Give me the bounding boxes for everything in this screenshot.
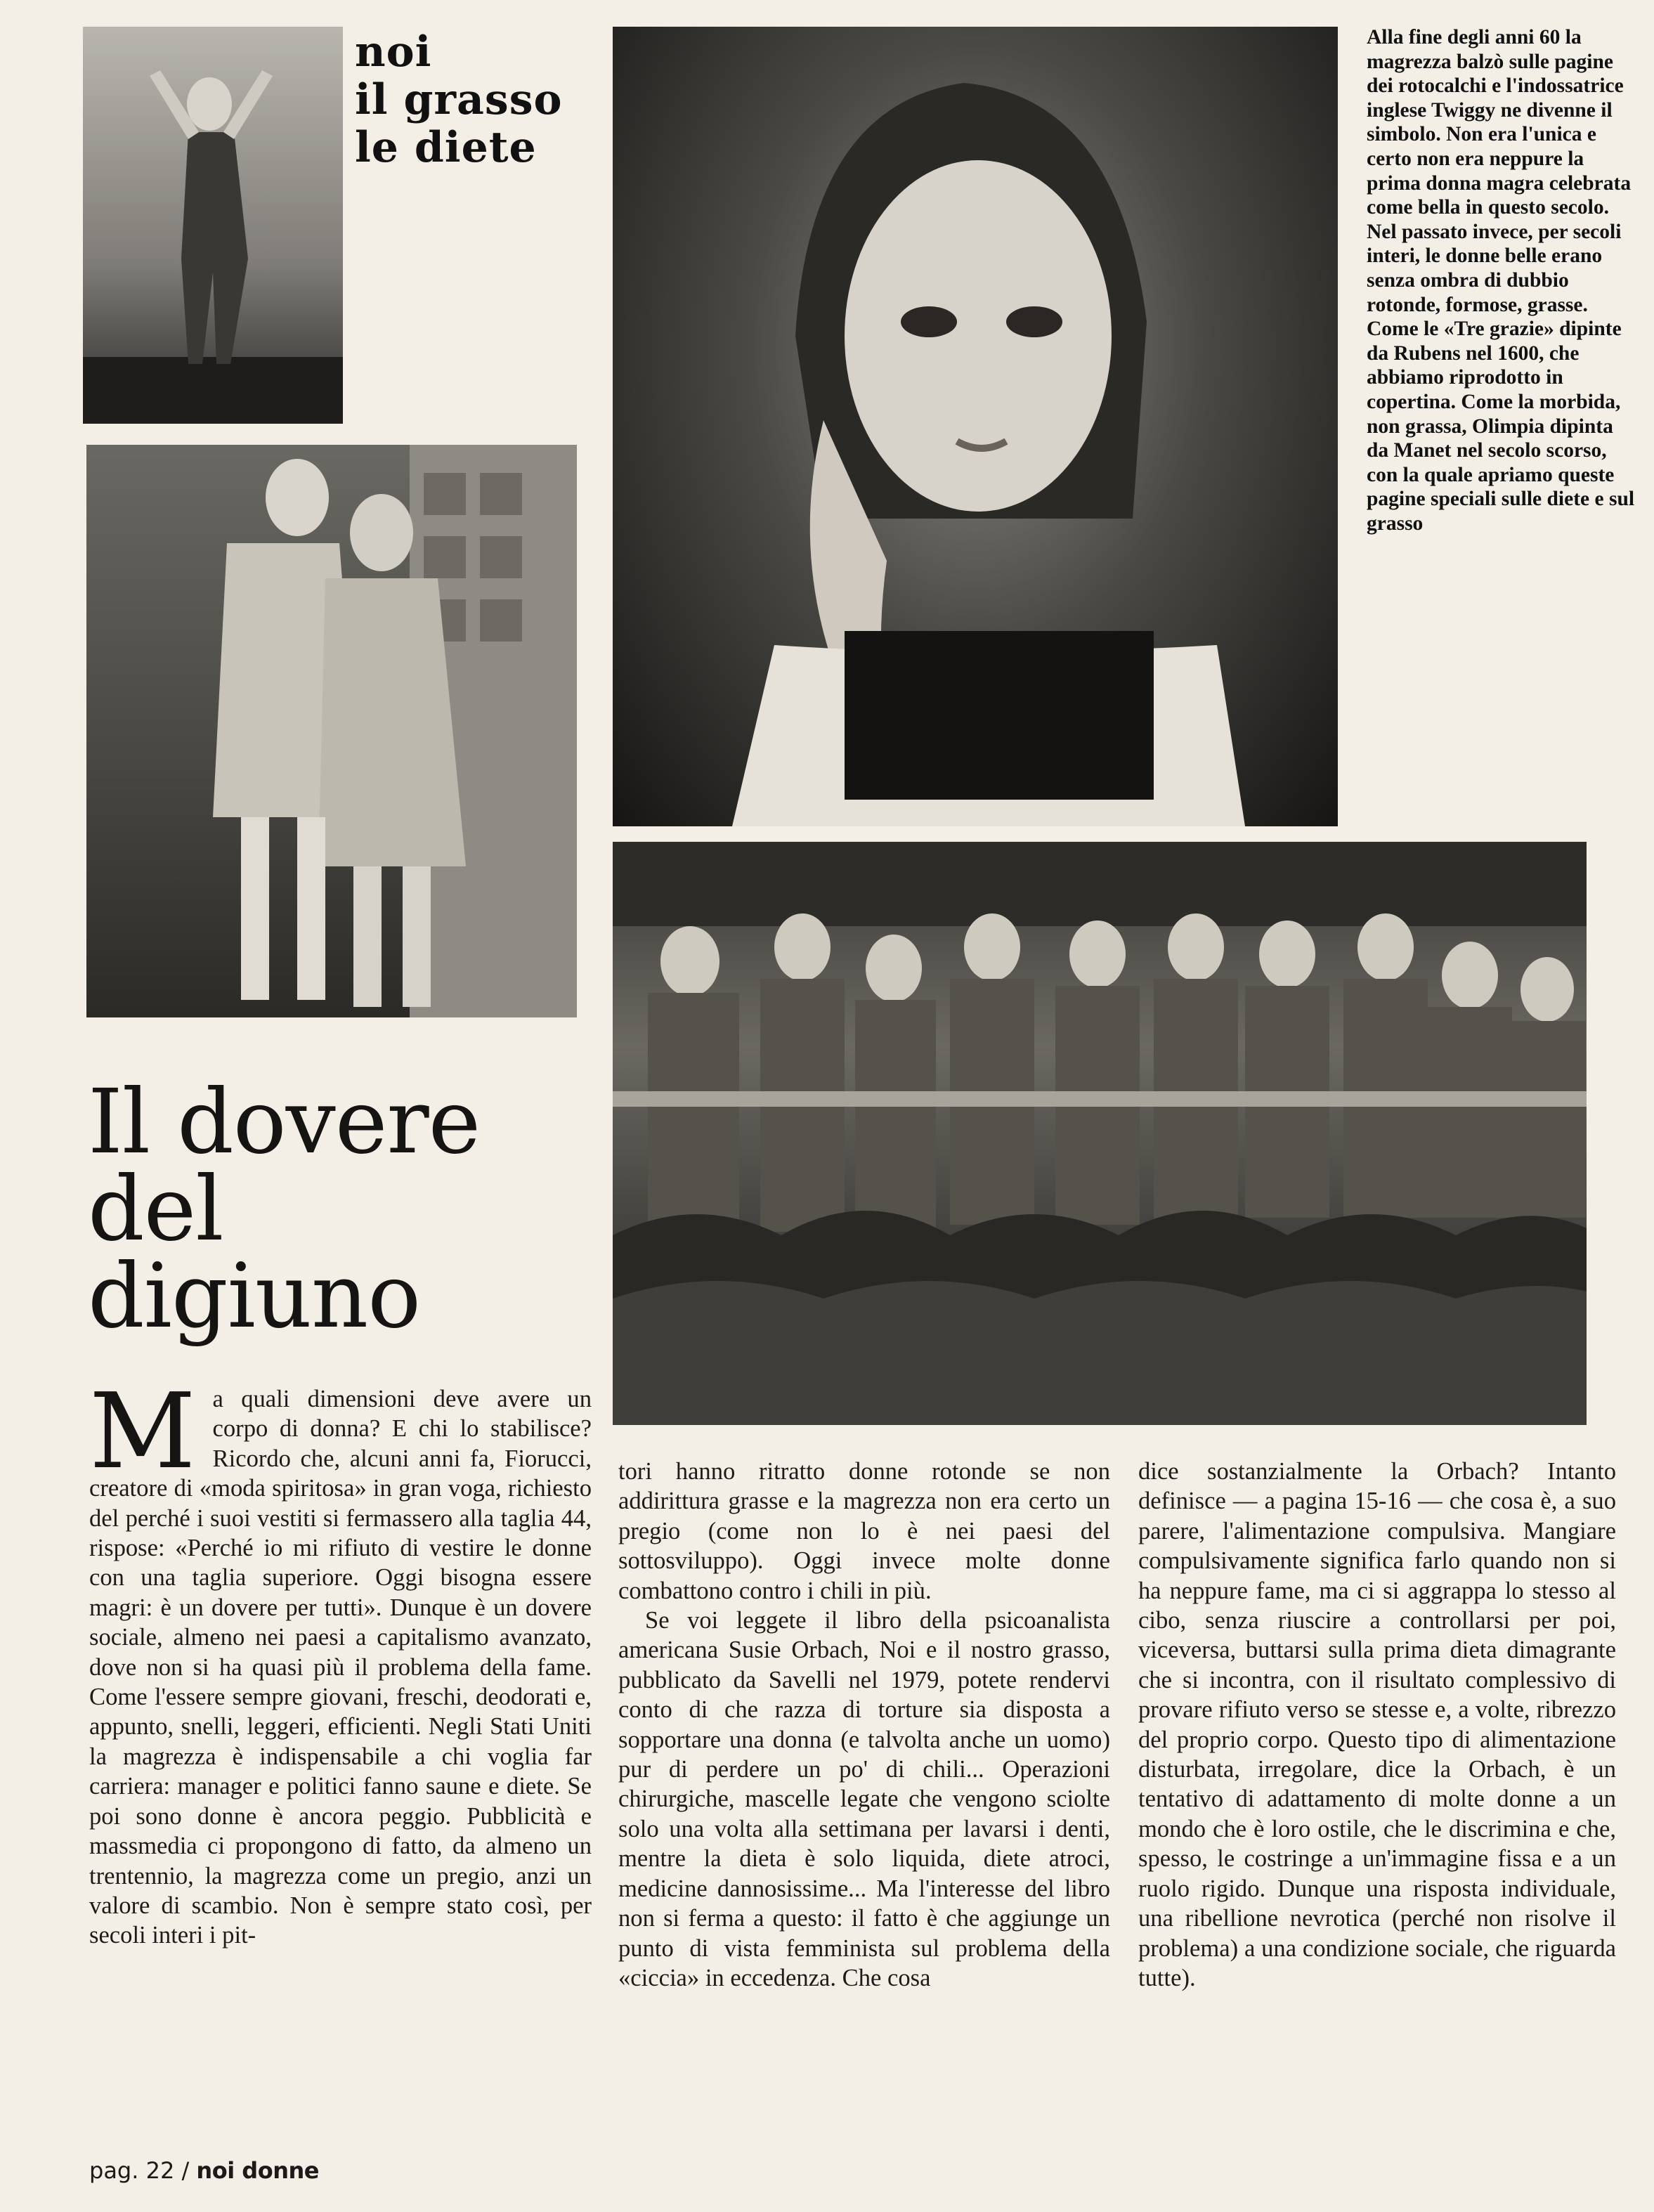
article-headline [88,1070,594,1348]
section-kicker [355,28,594,171]
article-column-2 [618,1457,1110,1993]
article-column-1 [89,1371,592,1951]
article-paragraph: a quali dimensioni deve avere un corpo di donna? E chi lo stabilisce? Ricordo che, alcuni anni fa, Fiorucci, creatore di «moda spiritosa» in gran voga, richiesto del perché i suoi vestiti si fermassero alla taglia 44, rispose: «Perché io mi rifiuto di vestire le donne con una taglia superiore. Oggi bisogna essere magri: è un dovere per tutti». Dunque è un dovere sociale, almeno nei paesi a capitalismo avanzato, dove non si ha quasi più il problema della fame. Come l'essere sempre giovani, freschi, deodorati e, appunto, snelli, leggeri, efficienti. Negli Stati Uniti la magrezza è indispensabile a chi voglia far carriera: manager e politici fanno saune e diete. Se poi sono donne è ancora peggio. Pubblicità e massmedia ci propongono di fatto, da almeno un trentennio, la magrezza come un pregio, anzi un valore di scambio. Non è sempre stato così, per secoli interi i pit- [89,1386,592,1949]
page-number: pag. 22 / [89,2157,190,2184]
photo-dancer [83,27,343,424]
page-footer [89,2157,319,2184]
kicker-line: le diete [355,123,537,172]
kicker-line: il grasso [355,75,563,124]
headline-line: digiuno [88,1244,421,1348]
photo-caption: Alla fine degli anni 60 la magrezza balzò sulle pagine dei rotocalchi e l'indossatrice inglese Twiggy ne divenne il simbolo. Non era l'unica e certo non era neppure la prima donna magra celebrata come bella in questo secolo. Nel passato invece, per secoli interi, le donne belle erano senza ombra di dubbio rotonde, formose, grasse. Come le «Tre grazie» dipinte da Rubens nel 1600, che abbiamo riprodotto in copertina. Come la morbida, non grassa, Olimpia dipinta da Manet nel secolo scorso, con la quale apriamo queste pagine speciali sulle diete e sul grasso [1367,26,1635,535]
article-column-3 [1138,1457,1616,1993]
photo-twiggy [613,27,1338,826]
drop-cap: M [89,1371,196,1492]
article-paragraph: dice sostanzialmente la Orbach? Intanto definisce — a pagina 15-16 — che cosa è, a suo parere, l'alimentazione compulsiva. Mangiare compulsivamente significa farlo quando non si ha neppure fame, ma ci si aggrappa lo stesso al cibo, senza riuscire a controllarsi per poi, viceversa, buttarsi sulla prima dieta dimagrante che si incontra, con il risultato complessivo di provare rifiuto verso se stesse e, a volte, ribrezzo del proprio corpo. Questo tipo di alimentazione disturbata, irregolare, dice la Orbach, è un tentativo di adattamento di molte donne a un mondo che è loro ostile, che le discrimina e che, spesso, le costringe a un'immagine fissa e a un ruolo rigido. Dunque una risposta individuale, una ribellione nevrotica (perché non risolve il problema) a una condizione sociale, che riguarda tutte). [1138,1458,1616,1991]
photo-group [613,842,1587,1425]
article-paragraph: tori hanno ritratto donne rotonde se non addirittura grasse e la magrezza non era certo un pregio (come non lo è nei paesi del sottosviluppo). Oggi invece molte donne combattono contro i chili in più. [618,1458,1110,1604]
headline-line: del [88,1157,223,1261]
kicker-line: noi [355,27,432,77]
magazine-brand: noi donne [196,2157,319,2184]
photo-two-women [86,445,577,1017]
headline-line: Il dovere [88,1070,481,1173]
article-paragraph: Se voi leggete il libro della psicoanalista americana Susie Orbach, Noi e il nostro grasso, pubblicato da Savelli nel 1979, potete rendervi conto di che razza di torture sia disposta a sopportare una donna (e talvolta anche un uomo) pur di perdere un po' di chili... Operazioni chirurgiche, mascelle legate che vengono sciolte solo una volta alla settimana per lavarsi i denti, mentre la dieta è solo liquida, diete atroci, medicine dannosissime... Ma l'interesse del libro non si ferma a questo: il fatto è che aggiunge un punto di vista femminista sul problema della «ciccia» in eccedenza. Che cosa [618,1607,1110,1991]
